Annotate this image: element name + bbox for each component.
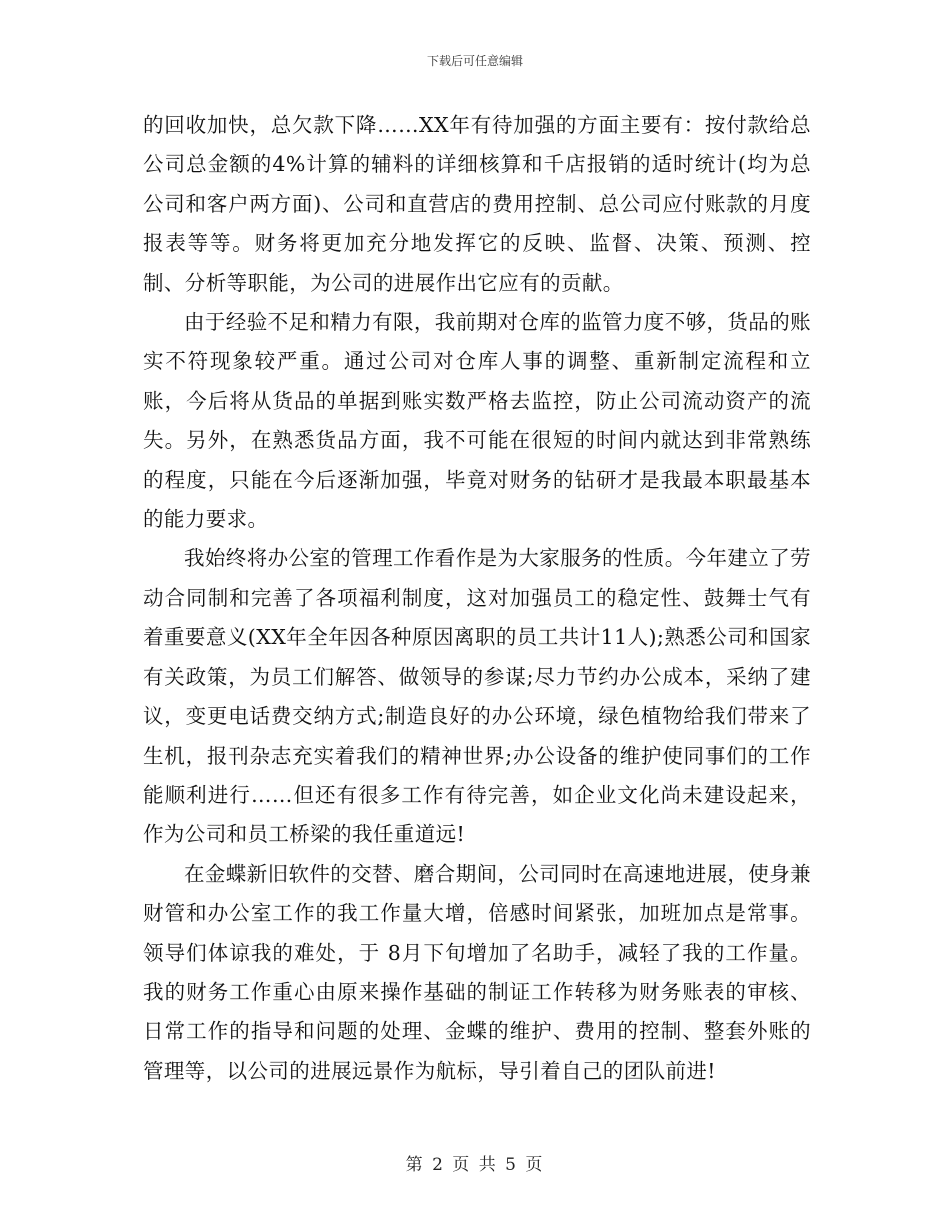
paragraph-3: 我始终将办公室的管理工作看作是为大家服务的性质。今年建立了劳动合同制和完善了各项福利制度，这对加强员工的稳定性、鼓舞士气有着重要意义(XX年全年因各种原因离职的员工共计11人);熟悉公司和国家有关政策，为员工们解答、做领导的参谋;尽力节约办公成本，采纳了建议，变更电话费交纳方式;制造良好的办公环境，绿色植物给我们带来了生机，报刊杂志充实着我们的精神世界;办公设备的维护使同事们的工作能顺利进行……但还有很多工作有待完善，如企业文化尚未建设起来，作为公司和员工桥梁的我任重道远! bbox=[143, 546, 811, 847]
page-number-footer: 第 2 页 共 5 页 bbox=[405, 1155, 545, 1175]
document-body bbox=[143, 106, 811, 1091]
paragraph-1: 的回收加快，总欠款下降……XX年有待加强的方面主要有：按付款给总公司总金额的4%计算的辅料的详细核算和千店报销的适时统计(均为总公司和客户两方面)、公司和直营店的费用控制、总公司应付账款的月度报表等等。财务将更加充分地发挥它的反映、监督、决策、预测、控制、分析等职能，为公司的进展作出它应有的贡献。 bbox=[143, 113, 811, 295]
page-header: 下载后可任意编辑 bbox=[426, 54, 523, 68]
paragraph-4: 在金蝶新旧软件的交替、磨合期间，公司同时在高速地进展，使身兼财管和办公室工作的我工作量大增，倍感时间紧张，加班加点是常事。领导们体谅我的难处，于 8月下旬增加了名助手，减轻了我的工作量。我的财务工作重心由原来操作基础的制证工作转移为财务账表的审核、日常工作的指导和问题的处理、金蝶的维护、费用的控制、整套外账的管理等，以公司的进展远景作为航标，导引着自己的团队前进! bbox=[143, 861, 811, 1083]
paragraph-2: 由于经验不足和精力有限，我前期对仓库的监管力度不够，货品的账实不符现象较严重。通过公司对仓库人事的调整、重新制定流程和立账，今后将从货品的单据到账实数严格去监控，防止公司流动资产的流失。另外，在熟悉货品方面，我不可能在很短的时间内就达到非常熟练的程度，只能在今后逐渐加强，毕竟对财务的钻研才是我最本职最基本的能力要求。 bbox=[143, 310, 811, 532]
